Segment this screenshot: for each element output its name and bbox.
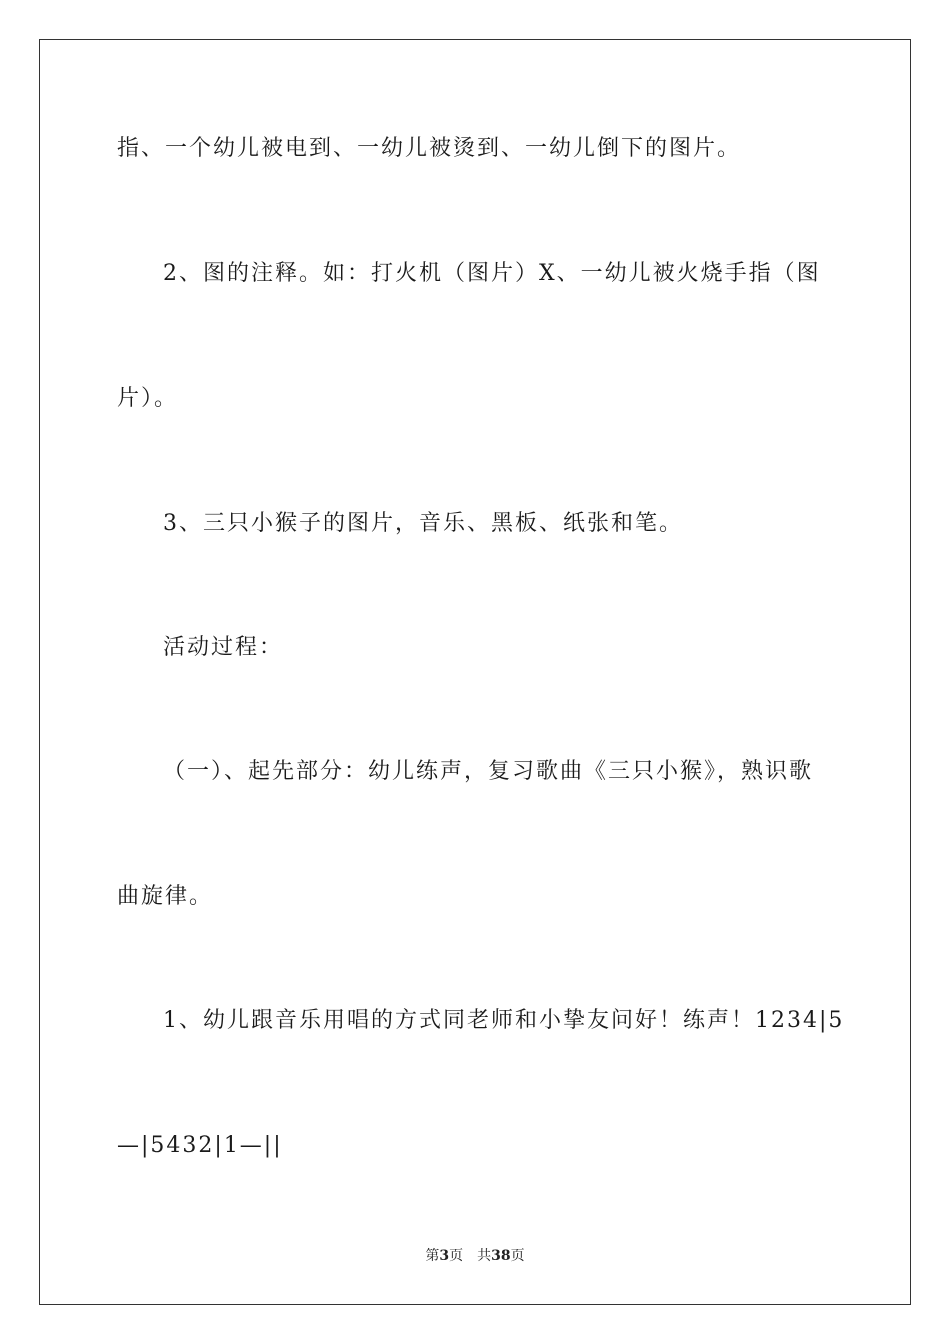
- text-line-9: —|5432|1—||: [117, 1133, 283, 1158]
- text-line-7: 曲旋律。: [117, 884, 214, 909]
- text-line-5: 活动过程：: [163, 635, 284, 660]
- footer-total-prefix: 共: [477, 1248, 492, 1264]
- text-line-6: （一）、起先部分：幼儿练声，复习歌曲《三只小猴》，熟识歌: [163, 759, 814, 784]
- footer-total-pages: 38: [491, 1248, 511, 1264]
- text-line-1: 指、一个幼儿被电到、一幼儿被烫到、一幼儿倒下的图片。: [117, 136, 742, 161]
- page-frame: [39, 39, 911, 1305]
- footer-total-suffix: 页: [510, 1248, 525, 1264]
- text-line-2: 2、图的注释。如：打火机（图片）X、一幼儿被火烧手指（图: [163, 261, 821, 286]
- footer-page-suffix: 页: [449, 1248, 464, 1264]
- text-line-8: 1、幼儿跟音乐用唱的方式同老师和小挚友问好！练声！1234|5: [163, 1008, 845, 1033]
- text-line-3: 片）。: [117, 386, 179, 411]
- page-footer: [0, 1247, 950, 1265]
- text-line-4: 3、三只小猴子的图片，音乐、黑板、纸张和笔。: [163, 511, 683, 536]
- footer-page-prefix: 第: [425, 1248, 440, 1264]
- footer-page-number: 3: [439, 1248, 450, 1264]
